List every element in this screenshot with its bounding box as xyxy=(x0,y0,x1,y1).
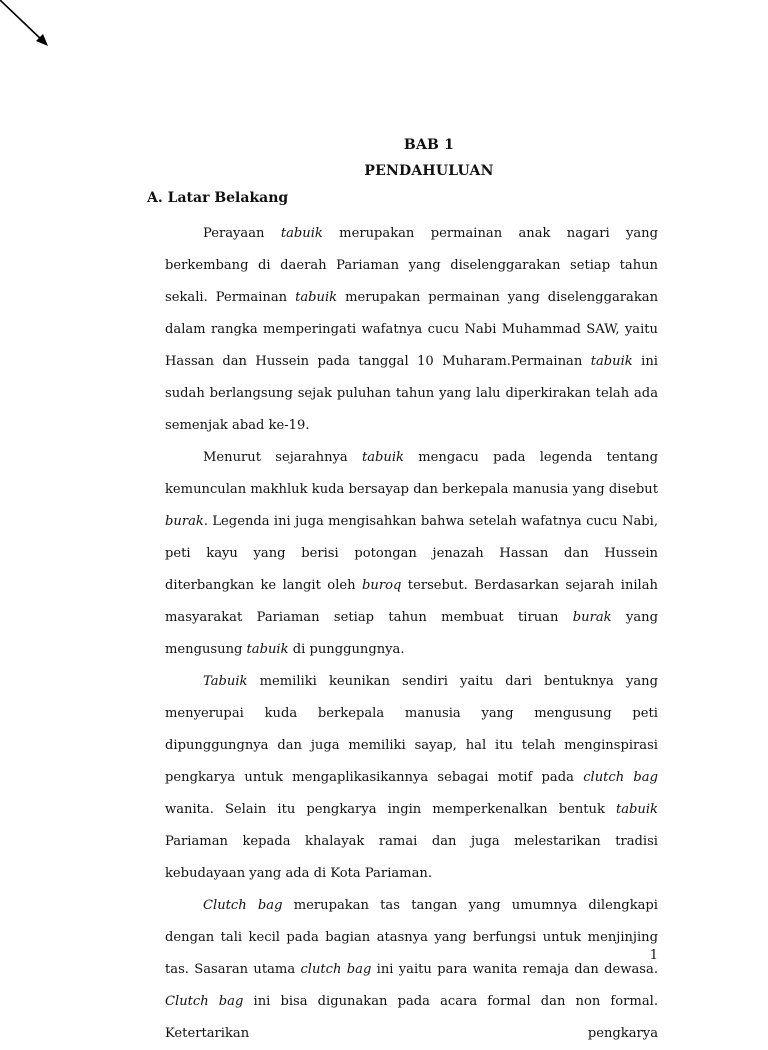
italic-term: Clutch bag xyxy=(165,994,244,1009)
text-run: merupakan permainan anak nagari yang berkembang di daerah Pariaman yang diselenggarakan setiap tahun sekali. Permainan xyxy=(165,226,658,305)
text-run: Menurut sejarahnya xyxy=(203,450,362,465)
text-run: di punggungnya. xyxy=(288,642,405,657)
text-run: yang mengusung xyxy=(165,610,658,657)
italic-term: tabuik xyxy=(280,226,323,241)
paragraph xyxy=(165,890,658,1041)
paragraph xyxy=(165,218,658,442)
page-number: 1 xyxy=(649,948,658,963)
chapter-title: PENDAHULUAN xyxy=(364,163,494,179)
arrow-down-right-icon xyxy=(0,0,56,52)
paragraph xyxy=(165,666,658,890)
italic-term: tabuik xyxy=(615,802,658,817)
italic-term: clutch bag xyxy=(583,770,658,785)
text-run: Pariaman kepada khalayak ramai dan juga melestarikan tradisi kebudayaan yang ada di Kota Pariaman. xyxy=(165,834,658,881)
italic-term: burak xyxy=(165,514,204,529)
italic-term: Clutch bag xyxy=(203,898,283,913)
paragraph xyxy=(165,442,658,666)
text-run: Perayaan xyxy=(203,226,281,241)
text-run: ini bisa digunakan pada acara formal dan non formal. Ketertarikan pengkarya xyxy=(165,994,658,1041)
text-run: merupakan permainan yang diselenggarakan dalam rangka memperingati wafatnya cucu Nabi Muhammad SAW, yaitu Hassan dan Hussein pada tanggal 10 Muharam.Permainan xyxy=(165,290,658,369)
document-body xyxy=(165,218,658,1041)
italic-term: buroq xyxy=(362,578,402,593)
text-run: memiliki keunikan sendiri yaitu dari bentuknya yang menyerupai kuda berkepala manusia yang mengusung peti dipunggungnya dan juga memiliki sayap, hal itu telah menginspirasi pengkarya untuk mengaplikasikannya sebagai motif pada xyxy=(165,674,658,785)
text-run: wanita. Selain itu pengkarya ingin memperkenalkan bentuk xyxy=(165,802,616,817)
text-run: tersebut. Berdasarkan sejarah inilah masyarakat Pariaman setiap tahun membuat tiruan xyxy=(165,578,658,625)
italic-term: clutch bag xyxy=(300,962,372,977)
text-run: merupakan tas tangan yang umumnya dilengkapi dengan tali kecil pada bagian atasnya yang berfungsi untuk menjinjing tas. Sasaran utama xyxy=(165,898,658,977)
text-run: mengacu pada legenda tentang kemunculan makhluk kuda bersayap dan berkepala manusia yang disebut xyxy=(165,450,658,497)
italic-term: tabuik xyxy=(361,450,404,465)
text-run: ini sudah berlangsung sejak puluhan tahun yang lalu diperkirakan telah ada semenjak abad ke-19. xyxy=(165,354,658,433)
text-run: ini yaitu para wanita remaja dan dewasa. xyxy=(371,962,658,977)
italic-term: tabuik xyxy=(295,290,338,305)
italic-term: burak xyxy=(572,610,612,625)
text-run: . Legenda ini juga mengisahkan bahwa setelah wafatnya cucu Nabi, peti kayu yang berisi potongan jenazah Hassan dan Hussein diterbangkan ke langit oleh xyxy=(165,514,658,593)
italic-term: tabuik xyxy=(590,354,633,369)
italic-term: tabuik xyxy=(246,642,289,657)
chapter-number: BAB 1 xyxy=(403,137,455,153)
section-heading: A. Latar Belakang xyxy=(147,190,289,206)
italic-term: Tabuik xyxy=(203,674,248,689)
